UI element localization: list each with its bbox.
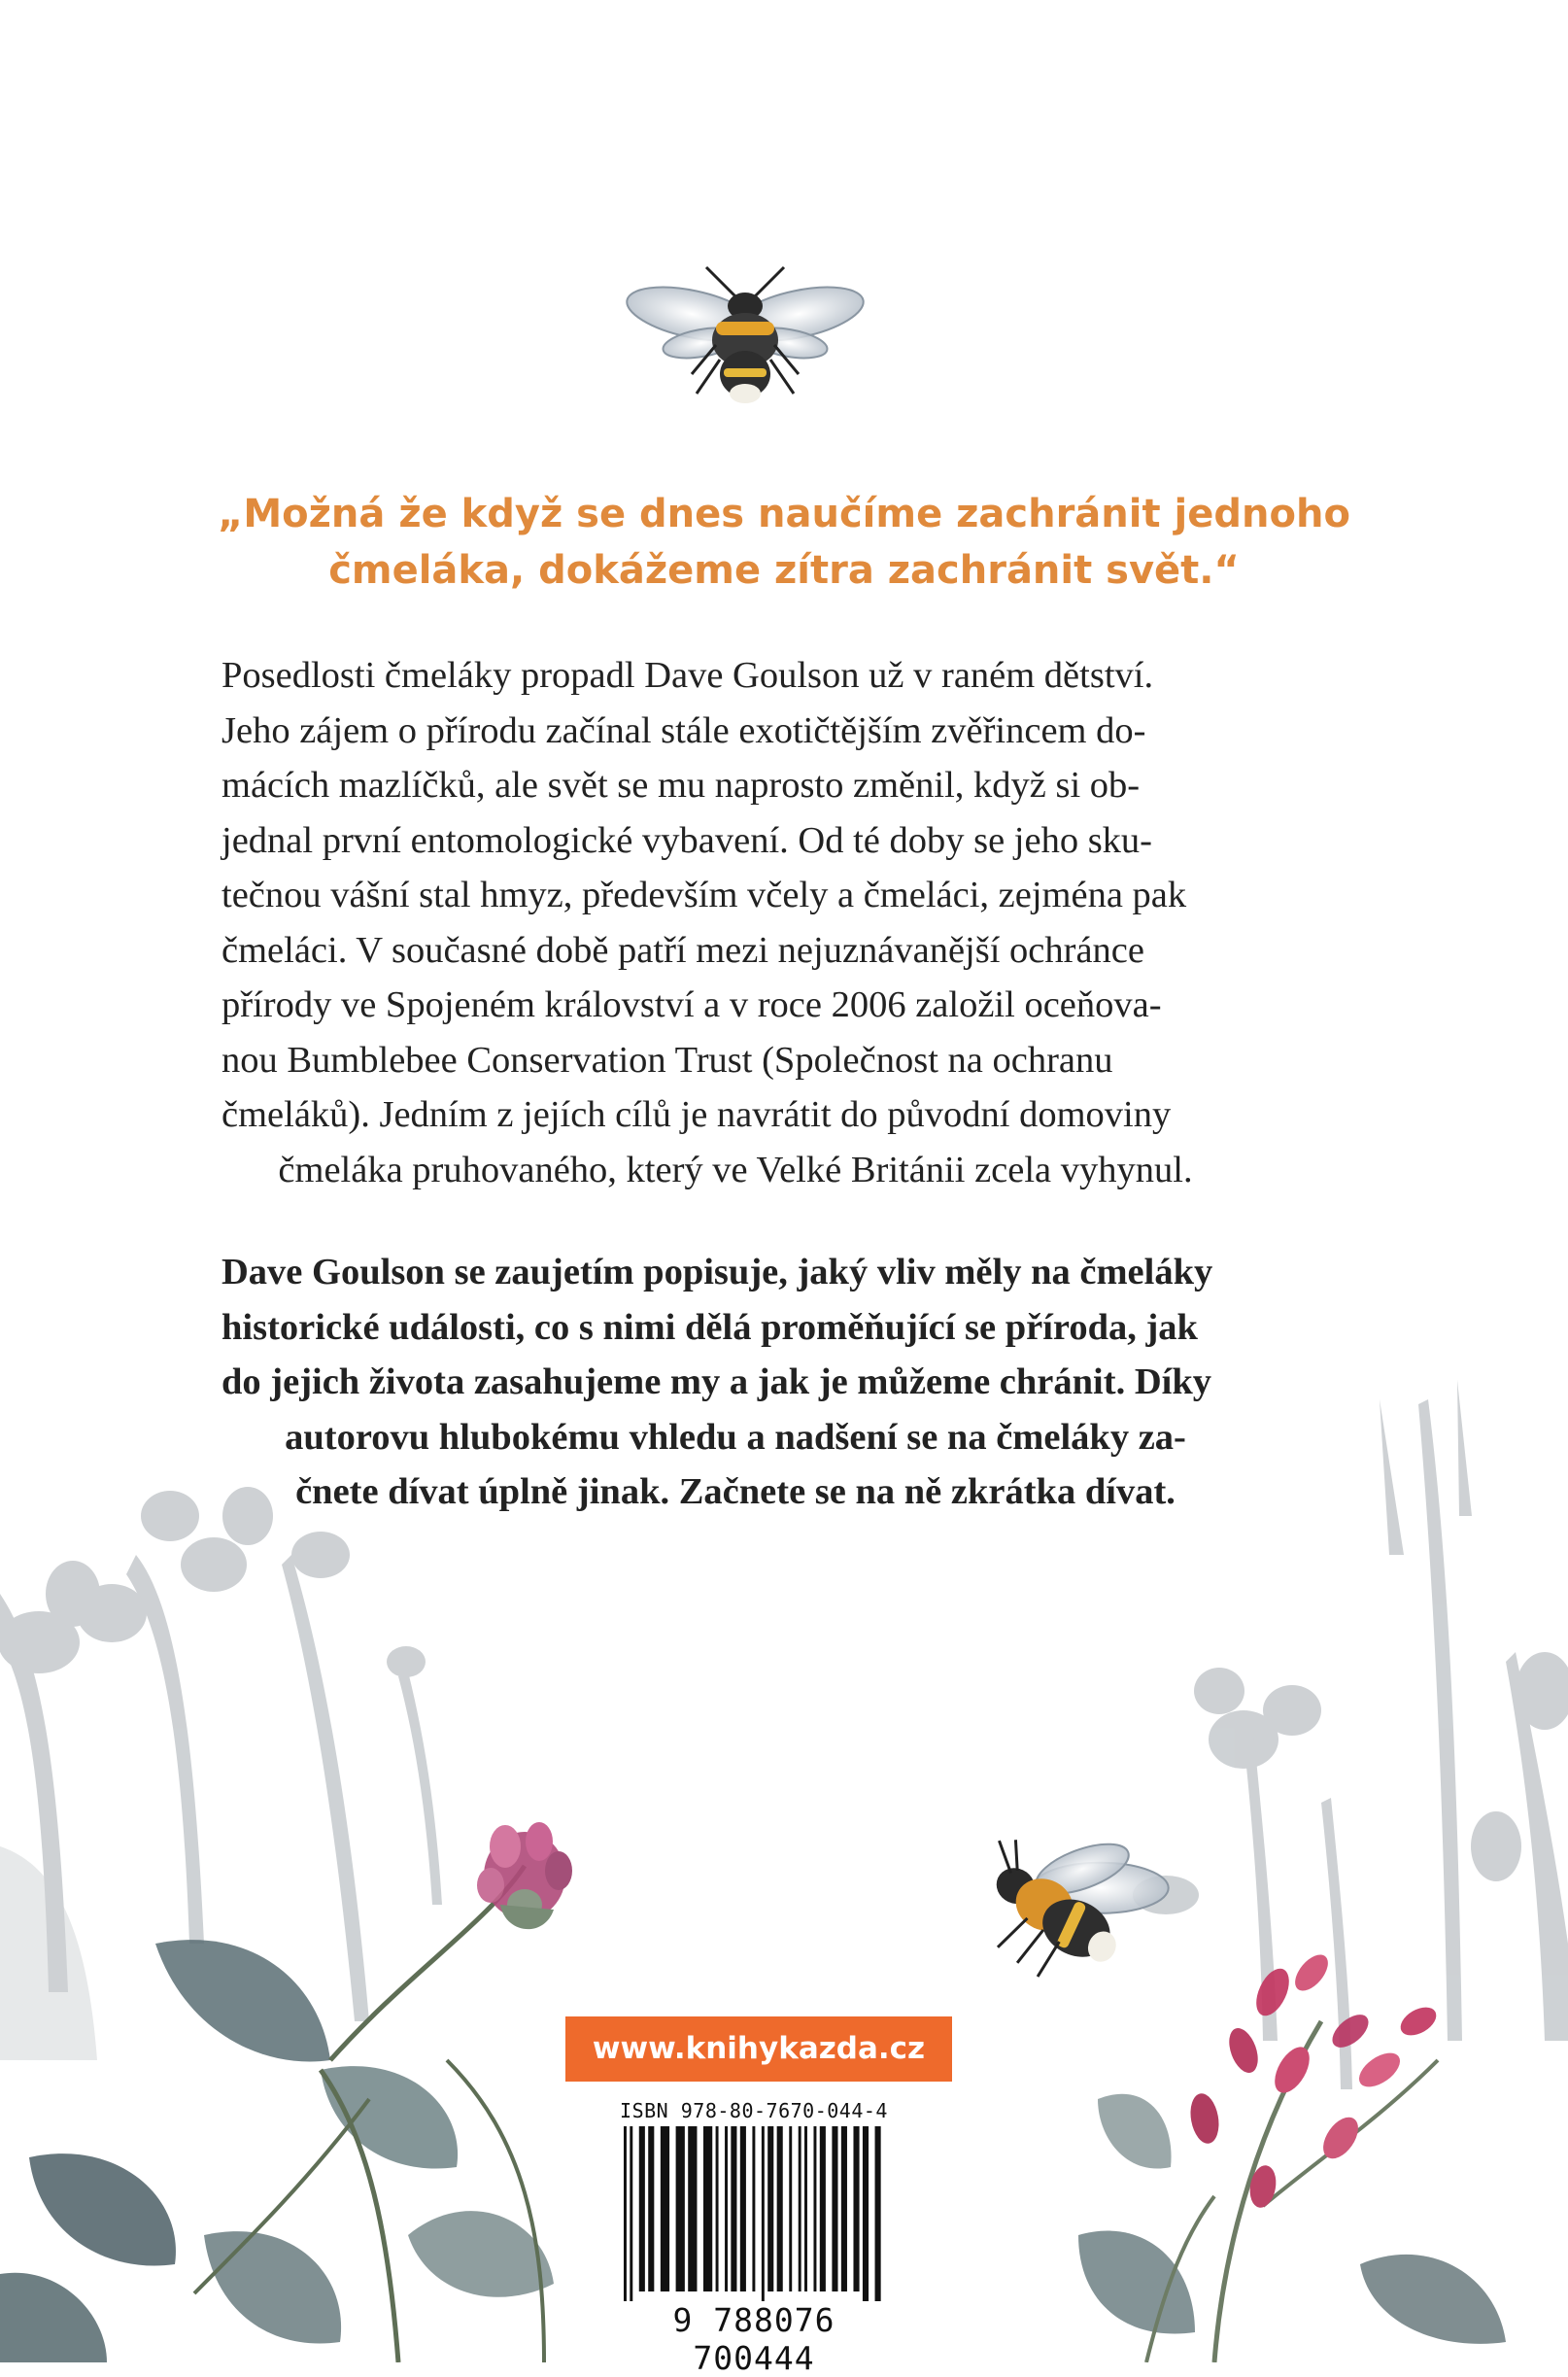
- blurb-line: autorovu hlubokému vhledu a nadšení se na čmeláky za-: [285, 1416, 1186, 1458]
- isbn-barcode: [612, 2097, 896, 2377]
- barcode-bar: [624, 2126, 627, 2301]
- barcode-bar: [853, 2126, 859, 2291]
- blurb-line: jednal první entomologické vybavení. Od té doby se jeho sku-: [222, 819, 1153, 861]
- barcode-bar: [820, 2126, 826, 2291]
- blurb-line: čnete dívat úplně jinak. Začnete se na ně zkrátka dívat.: [295, 1471, 1176, 1512]
- barcode-bar: [716, 2126, 719, 2291]
- pink-buds-right: [1078, 1948, 1506, 2362]
- barcode-bar: [648, 2126, 654, 2291]
- blurb-line: Jeho zájem o přírodu začínal stále exotičtějším zvěřincem do-: [222, 709, 1146, 751]
- barcode-bar: [752, 2126, 755, 2291]
- barcode-bar: [703, 2126, 712, 2291]
- clover-flower: [477, 1822, 572, 1929]
- barcode-bar: [731, 2126, 736, 2291]
- barcode-number: 9 788076 700444: [672, 2301, 835, 2377]
- blurb-line: čmeláků). Jedním z jejích cílů je navrátit do původní domoviny: [222, 1094, 1172, 1135]
- barcode-bar: [639, 2126, 645, 2291]
- blurb-line: Posedlosti čmeláky propadl Dave Goulson už v raném dětství.: [222, 655, 1154, 696]
- barcode-bar: [863, 2126, 869, 2301]
- barcode-bar: [661, 2126, 669, 2291]
- isbn-label: ISBN 978-80-7670-044-4: [620, 2099, 888, 2122]
- barcode-bar: [841, 2126, 847, 2291]
- blurb-line: tečnou vášní stal hmyz, především včely a čmeláci, zejména pak: [222, 875, 1187, 915]
- barcode-bar: [813, 2126, 816, 2291]
- watercolor-leaves-left: [0, 1866, 554, 2362]
- barcode-bar: [799, 2126, 801, 2291]
- barcode-bar: [777, 2126, 783, 2291]
- blurb-paragraph-1: [222, 648, 1249, 1197]
- barcode-bar: [740, 2126, 746, 2291]
- barcode-bar: [762, 2126, 765, 2301]
- barcode-bar: [767, 2126, 773, 2291]
- barcode-bar: [875, 2126, 881, 2301]
- barcode-bar: [688, 2126, 697, 2291]
- blurb-line: čmeláka pruhovaného, který ve Velké Británii zcela vyhynul.: [278, 1149, 1193, 1190]
- barcode-bars: [624, 2126, 884, 2301]
- blurb-paragraph-2: [222, 1245, 1249, 1520]
- blurb-line: mácích mazlíčků, ale svět se mu naprosto změnil, když si ob-: [222, 765, 1141, 806]
- bee-bottom-icon: [954, 1788, 1190, 2015]
- barcode-bar: [789, 2126, 792, 2291]
- barcode-bar: [804, 2126, 807, 2291]
- blurb-line: čmeláci. V současné době patří mezi nejuznávanější ochránce: [222, 929, 1144, 971]
- blurb-line: do jejich života zasahujeme my a jak je můžeme chránit. Díky: [222, 1361, 1211, 1402]
- barcode-bar: [832, 2126, 837, 2291]
- blurb-line: historické události, co s nimi dělá proměňující se příroda, jak: [222, 1306, 1198, 1348]
- bee-top-icon: [622, 267, 868, 403]
- barcode-bar: [676, 2126, 685, 2291]
- barcode-bar: [630, 2126, 632, 2301]
- blurb-line: Dave Goulson se zaujetím popisuje, jaký vliv měly na čmeláky: [222, 1252, 1213, 1292]
- publisher-website-link[interactable]: www.knihykazda.cz: [565, 2016, 952, 2082]
- blurb-line: přírody ve Spojeném království a v roce 2006 založil oceňova-: [222, 984, 1162, 1025]
- blurb-line: nou Bumblebee Conservation Trust (Společnost na ochranu: [222, 1039, 1113, 1081]
- quote-line: čmeláka, dokážeme zítra zachránit svět.“: [328, 548, 1240, 593]
- cover-quote: [0, 486, 1568, 599]
- barcode-bar: [725, 2126, 728, 2291]
- quote-line: „Možná že když se dnes naučíme zachránit jednoho: [218, 492, 1350, 536]
